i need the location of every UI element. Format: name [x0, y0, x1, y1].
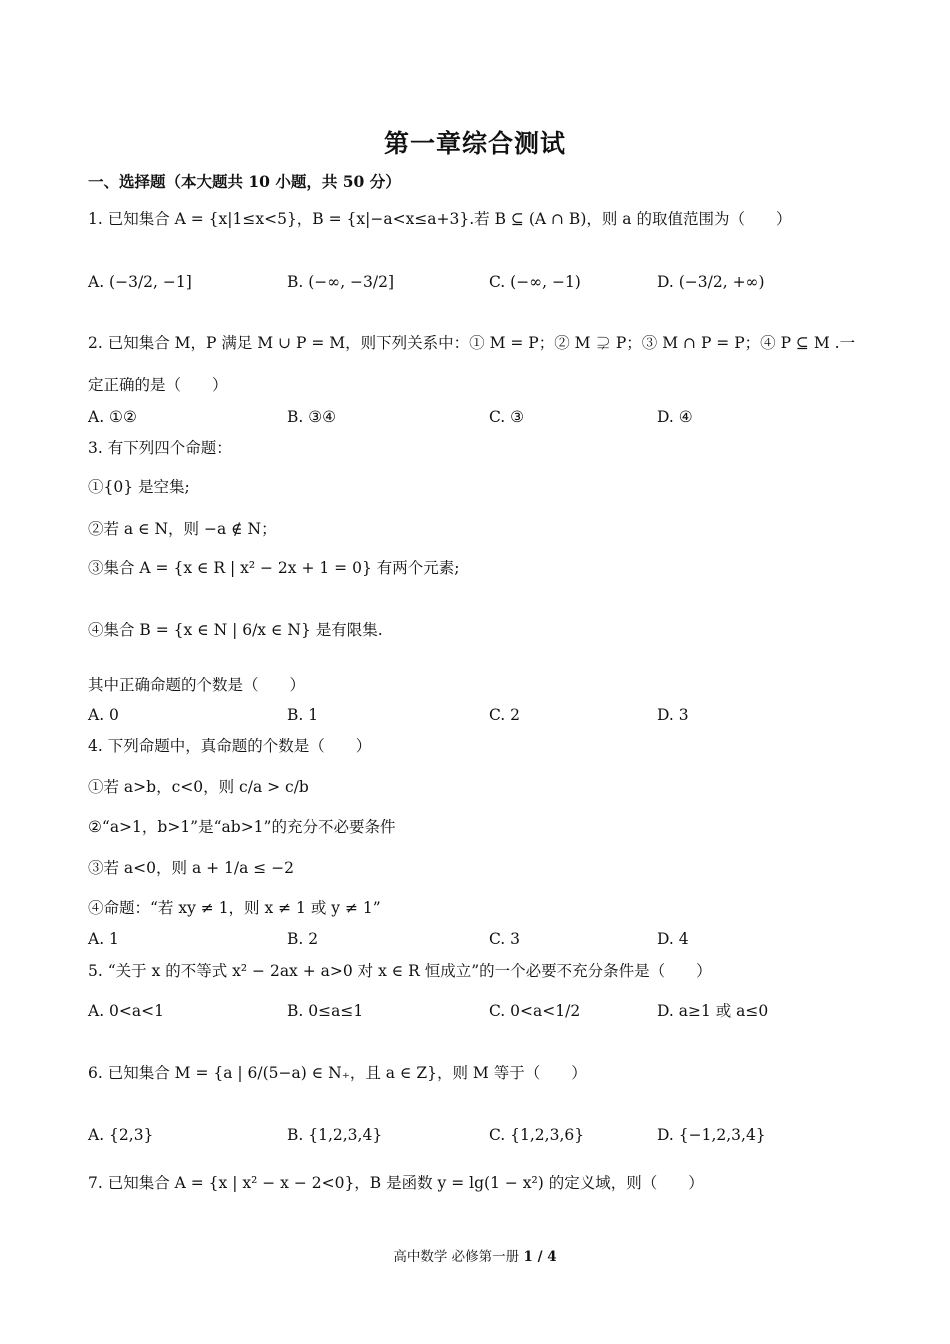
page-footer: [0, 1245, 950, 1265]
question-4-item-1: ①若 a>b，c<0，则 c/a > c/b: [88, 778, 309, 796]
question-5-stem: 5. “关于 x 的不等式 x² − 2ax + a>0 对 x ∈ R 恒成立”的一个必要不充分条件是（ ）: [88, 962, 712, 980]
question-3-ask: 其中正确命题的个数是（ ）: [88, 676, 306, 694]
question-3-item-2: ②若 a ∈ N，则 −a ∉ N；: [88, 520, 277, 538]
question-1-option-a: A. (−3/2, −1]: [88, 273, 192, 291]
question-6-option-b: B. {1,2,3,4}: [287, 1126, 383, 1144]
question-5-option-a: A. 0<a<1: [88, 1002, 164, 1020]
question-5-option-c: C. 0<a<1/2: [489, 1002, 581, 1020]
question-3-option-b: B. 1: [287, 706, 319, 724]
question-5-option-b: B. 0≤a≤1: [287, 1002, 364, 1020]
page-title: 第一章综合测试: [383, 129, 566, 158]
question-2-stem-line1: 2. 已知集合 M，P 满足 M ∪ P = M，则下列关系中：① M = P；② M ⊋ P；③ M ∩ P = P；④ P ⊆ M .一: [88, 334, 856, 352]
question-2-option-c: C. ③: [489, 408, 525, 426]
question-7-stem: 7. 已知集合 A = {x | x² − x − 2<0}，B 是函数 y = lg(1 − x²) 的定义域，则（ ）: [88, 1174, 704, 1192]
question-4-option-b: B. 2: [287, 930, 319, 948]
question-3-item-4: ④集合 B = {x ∈ N | 6/x ∈ N} 是有限集.: [88, 621, 383, 639]
question-3-option-c: C. 2: [489, 706, 521, 724]
question-2-option-d: D. ④: [657, 408, 693, 426]
question-3-item-1: ①{0} 是空集;: [88, 478, 190, 496]
question-1-option-d: D. (−3/2, +∞): [657, 273, 765, 291]
question-1-stem: 1. 已知集合 A = {x|1≤x<5}，B = {x|−a<x≤a+3}.若 B ⊆ (A ∩ B)，则 a 的取值范围为（ ）: [88, 210, 792, 228]
question-4-item-2: ②“a>1，b>1”是“ab>1”的充分不必要条件: [88, 818, 396, 836]
question-6-option-c: C. {1,2,3,6}: [489, 1126, 585, 1144]
footer-text: 高中数学 必修第一册: [393, 1249, 520, 1265]
question-6-option-d: D. {−1,2,3,4}: [657, 1126, 766, 1144]
question-4-item-3: ③若 a<0，则 a + 1/a ≤ −2: [88, 859, 295, 877]
question-4-option-d: D. 4: [657, 930, 689, 948]
question-6-option-a: A. {2,3}: [88, 1126, 154, 1144]
question-1-option-b: B. (−∞, −3/2]: [287, 273, 395, 291]
question-2-stem-line2: 定正确的是（ ）: [88, 376, 228, 394]
question-3-option-d: D. 3: [657, 706, 689, 724]
question-4-stem: 4. 下列命题中，真命题的个数是（ ）: [88, 737, 372, 755]
question-4-option-a: A. 1: [88, 930, 119, 948]
question-3-item-3: ③集合 A = {x ∈ R | x² − 2x + 1 = 0} 有两个元素;: [88, 559, 460, 577]
page-number: 1 / 4: [523, 1249, 557, 1265]
section-heading: 一、选择题（本大题共 10 小题，共 50 分）: [88, 172, 401, 191]
question-2-option-a: A. ①②: [88, 408, 137, 426]
question-4-option-c: C. 3: [489, 930, 521, 948]
question-6-stem: 6. 已知集合 M = {a | 6/(5−a) ∈ N₊，且 a ∈ Z}，则 M 等于（ ）: [88, 1064, 587, 1082]
question-2-option-b: B. ③④: [287, 408, 337, 426]
question-3-stem: 3. 有下列四个命题：: [88, 439, 232, 457]
question-1-option-c: C. (−∞, −1): [489, 273, 581, 291]
question-3-option-a: A. 0: [88, 706, 119, 724]
question-5-option-d: D. a≥1 或 a≤0: [657, 1002, 769, 1020]
question-4-item-4: ④命题：“若 xy ≠ 1，则 x ≠ 1 或 y ≠ 1”: [88, 899, 381, 917]
